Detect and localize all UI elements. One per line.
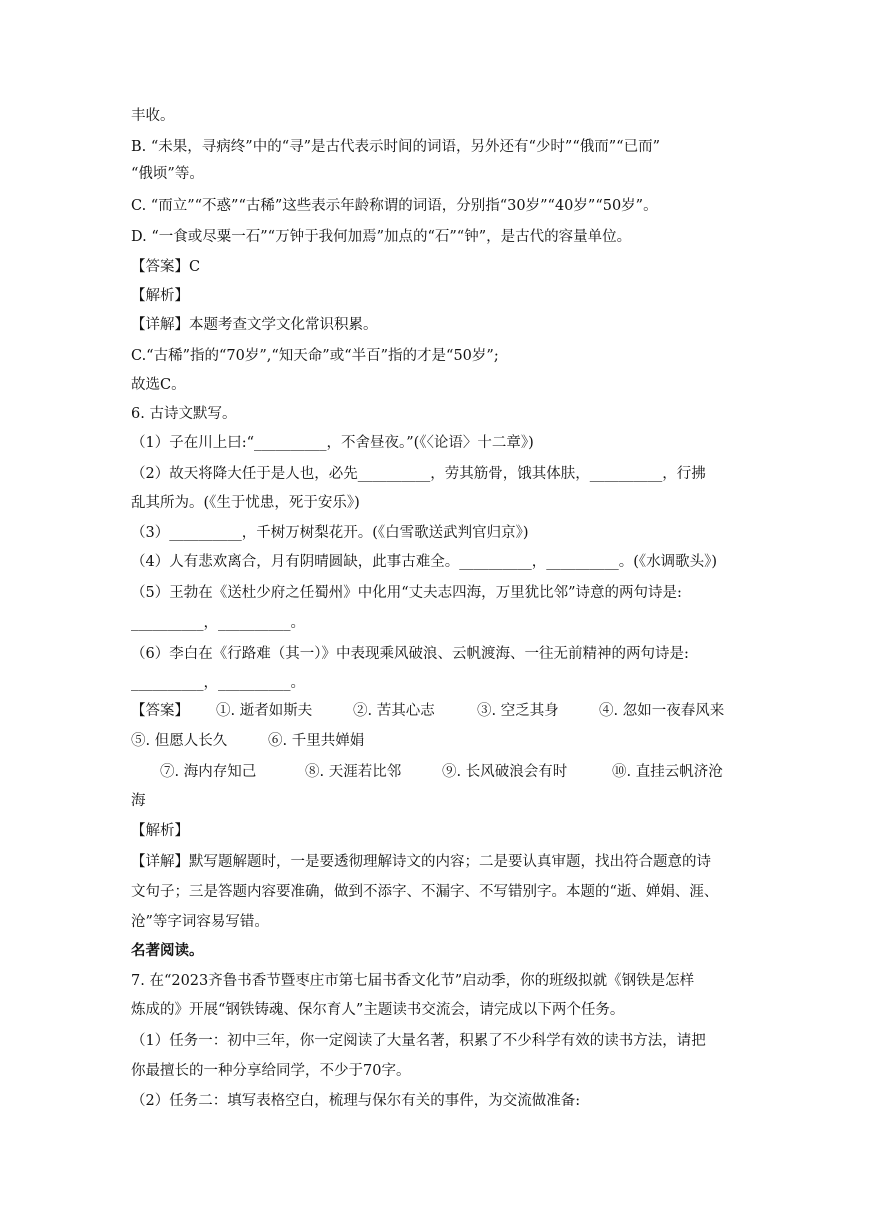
option-b-line: B. “未果，寻病终”中的“寻”是古代表示时间的词语，另外还有“少时”“俄而”“已而” [131,139,660,155]
q6-item-5-blanks: __________，__________。 [131,615,305,631]
answer-item: ⑤. 但愿人长久 [131,733,228,749]
q6-item-6-blanks: __________，__________。 [131,675,305,691]
detail-5-line2: C.“古稀”指的“70岁”,“知天命”或“半百”指的才是“50岁”; [131,348,499,364]
answer-item: ③. 空乏其身 [477,703,559,719]
answer-item: ⑩. 直挂云帆济沧 [612,764,723,780]
q6-item-5: （5）王勃在《送杜少府之任蜀州》中化用“丈夫志四海，万里犹比邻”诗意的两句诗是: [131,585,682,601]
q6-item-1: （1）子在川上曰:“__________，不舍昼夜。”(《〈论语〉十二章》) [131,435,534,451]
answer-item: ⑨. 长风破浪会有时 [442,764,568,780]
detail-6: 【详解】默写题解题时，一是要透彻理解诗文的内容；二是要认真审题，找出符合题意的诗 [131,854,711,870]
task-2: （2）任务二：填写表格空白，梳理与保尔有关的事件，为交流做准备: [131,1093,581,1109]
answer-item: ⑥. 千里共婵娟 [268,733,365,749]
detail-6-line3: 沧”等字词容易写错。 [131,914,269,930]
answer-wrap: 海 [131,793,146,809]
task-1: （1）任务一：初中三年，你一定阅读了大量名著，积累了不少科学有效的读书方法，请把 [131,1033,706,1049]
detail-6-line2: 文句子；三是答题内容要准确，做到不添字、不漏字、不写错别字。本题的“逝、婵娟、涯、 [131,884,719,900]
answer-item: ⑧. 天涯若比邻 [305,764,402,780]
answer-6-label: 【答案】 [131,703,189,719]
q6-item-2-cont: 乱其所为。(《生于忧患，死于安乐》) [131,495,360,511]
section-heading: 名著阅读。 [131,943,204,959]
text-line: 丰收。 [131,108,175,124]
answer-item: ⑦. 海内存知己 [160,764,257,780]
option-b-cont: “俄顷”等。 [131,166,204,182]
analysis-heading: 【解析】 [131,288,189,304]
analysis-heading: 【解析】 [131,823,189,839]
question-7: 7. 在“2023齐鲁书香节暨枣庄市第七届书香文化节”启动季，你的班级拟就《钢铁是怎样 [131,973,695,989]
q6-item-3: （3）__________，千树万树梨花开。(《白雪歌送武判官归京》) [131,525,529,541]
q6-item-4: （4）人有悲欢离合，月有阴晴圆缺，此事古难全。__________，__________。(《水调歌头》) [131,554,718,570]
option-d-line: D. “一食或尽粟一石”“万钟于我何加焉”加点的“石”“钟”，是古代的容量单位。 [131,229,632,245]
answer-5: 【答案】C [131,259,201,275]
q6-item-2: （2）故天将降大任于是人也，必先__________，劳其筋骨，饿其体肤，__________，行拂 [131,466,706,482]
answer-item: ④. 忽如一夜春风来 [599,703,725,719]
question-6-title: 6. 古诗文默写。 [131,406,237,422]
option-c-line: C. “而立”“不惑”“古稀”这些表示年龄称谓的词语，分别指“30岁”“40岁”“50岁”。 [131,198,658,214]
detail-5: 【详解】本题考查文学文化常识积累。 [131,317,378,333]
answer-item: ①. 逝者如斯夫 [216,703,313,719]
question-7-cont: 炼成的》开展“钢铁铸魂、保尔育人”主题读书交流会，请完成以下两个任务。 [131,1002,625,1018]
task-1-cont: 你最擅长的一种分享给同学，不少于70字。 [131,1063,411,1079]
answer-item: ②. 苦其心志 [353,703,435,719]
detail-5-line3: 故选C。 [131,377,186,393]
q6-item-6: （6）李白在《行路难（其一）》中表现乘风破浪、云帆渡海、一往无前精神的两句诗是: [131,646,689,662]
